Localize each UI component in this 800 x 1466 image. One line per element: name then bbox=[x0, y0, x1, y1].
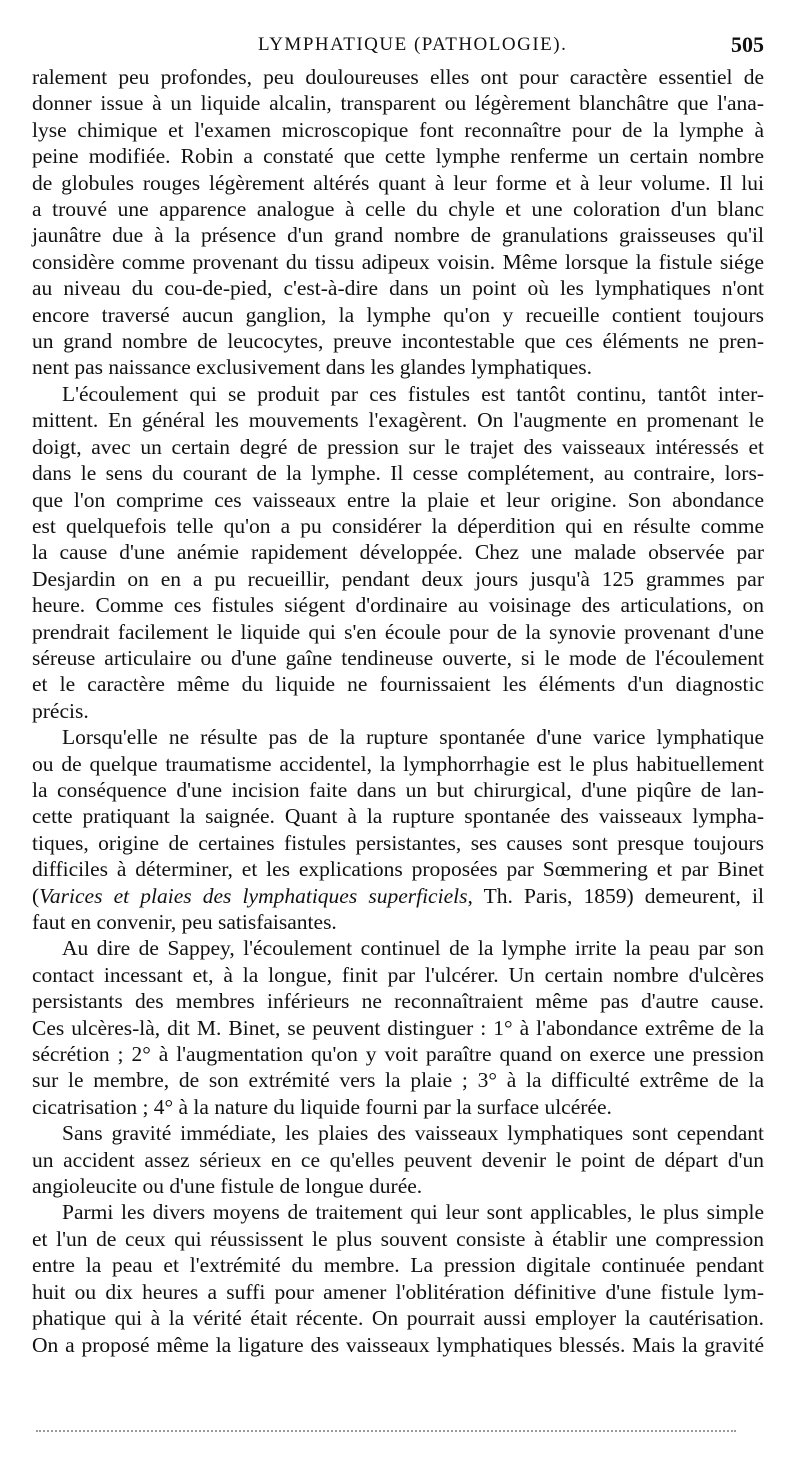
paragraph-ulceres bbox=[32, 935, 764, 1120]
text-line: ralement peu profondes, peu douloureuses elles ont pour caractère essentiel de bbox=[32, 65, 764, 89]
text-line: huit ou dix heures a suffi pour amener l'oblitération définitive d'une fistule lym- bbox=[32, 1279, 764, 1304]
text-line: heure. Comme ces fistules siégent d'ordinaire au voisinage des articulations, on bbox=[32, 593, 764, 618]
text-line: précis. bbox=[32, 698, 89, 723]
citation-line bbox=[32, 883, 764, 909]
cited-work-title: Varices et plaies des lymphatiques superficiels bbox=[39, 883, 468, 908]
text-line: L'écoulement qui se produit par ces fistules est tantôt continu, tantôt inter- bbox=[62, 381, 764, 406]
running-header bbox=[32, 30, 764, 60]
text-line: ou de quelque traumatisme accidentel, la lymphorrhagie est le plus habituellement bbox=[32, 751, 764, 776]
text-line: un grand nombre de leucocytes, preuve incontestable que ces éléments ne pren- bbox=[32, 329, 764, 354]
text-line: et l'un de ceux qui réussissent le plus souvent consiste à établir une compression bbox=[32, 1226, 764, 1251]
text-line: encore traversé aucun ganglion, la lymphe qu'on y recueille contient toujours bbox=[32, 302, 764, 327]
citation-open-paren: ( bbox=[32, 883, 40, 908]
text-line: a trouvé une apparence analogue à celle du chyle et une coloration d'un blanc bbox=[32, 197, 764, 222]
paragraph-traitement bbox=[32, 1199, 764, 1357]
text-line: Parmi les divers moyens de traitement qui leur sont applicables, le plus simple bbox=[62, 1200, 764, 1225]
text-line: au niveau du cou-de-pied, c'est-à-dire dans un point où les lymphatiques n'ont bbox=[32, 276, 764, 301]
text-line: cicatrisation ; 4° à la nature du liquide fourni par la surface ulcérée. bbox=[32, 1094, 612, 1119]
text-line: phatique qui à la vérité était récente. On pourrait aussi employer la cautérisation. bbox=[32, 1306, 764, 1331]
text-line: un accident assez sérieux en ce qu'elles peuvent devenir le point de départ d'un bbox=[32, 1147, 764, 1172]
text-line: lyse chimique et l'examen microscopique font reconnaître pour de la lymphe à bbox=[32, 117, 764, 142]
text-line: nent pas naissance exclusivement dans les glandes lymphatiques. bbox=[32, 355, 593, 380]
text-line: sécrétion ; 2° à l'augmentation qu'on y voit paraître quand on exerce une pression bbox=[32, 1042, 764, 1067]
text-line: et le caractère même du liquide ne fournissaient les éléments d'un diagnostic bbox=[32, 672, 764, 697]
text-line: entre la peau et l'extrémité du membre. La pression digitale continuée pendant bbox=[32, 1253, 764, 1278]
text-line: dans le sens du courant de la lymphe. Il cesse complétement, au contraire, lors- bbox=[32, 461, 764, 486]
text-line: la cause d'une anémie rapidement développée. Chez une malade observée par bbox=[32, 540, 764, 565]
paragraph-fistula-lymph bbox=[32, 64, 764, 381]
text-line: cette pratiquant la saignée. Quant à la rupture spontanée des vaisseaux lympha- bbox=[32, 804, 764, 829]
text-line: de globules rouges légèrement altérés quant à leur forme et à leur volume. Il lui bbox=[32, 170, 764, 195]
citation-rest: , Th. Paris, 1859) demeurent, il bbox=[467, 883, 764, 908]
text-line: séreuse articulaire ou d'une gaîne tendineuse ouverte, si le mode de l'écoulement bbox=[32, 645, 764, 670]
text-line: mittent. En général les mouvements l'exagèrent. On l'augmente en promenant le bbox=[32, 408, 764, 433]
text-line: contact incessant et, à la longue, finit par l'ulcérer. Un certain nombre d'ulcères bbox=[32, 962, 764, 987]
text-line: Ces ulcères-là, dit M. Binet, se peuvent distinguer : 1° à l'abondance extrême de la bbox=[32, 1015, 764, 1040]
paragraph-lymphorrhagie bbox=[32, 724, 764, 935]
page-number: 505 bbox=[731, 32, 764, 57]
text-line: est quelquefois telle qu'on a pu considérer la déperdition qui en résulte comme bbox=[32, 513, 764, 538]
text-line: angioleucite ou d'une fistule de longue durée. bbox=[32, 1174, 423, 1199]
text-line: Au dire de Sappey, l'écoulement continuel de la lymphe irrite la peau par son bbox=[62, 936, 764, 961]
text-line: Desjardin on en a pu recueillir, pendant deux jours jusqu'à 125 grammes par bbox=[32, 566, 764, 591]
text-line: On a proposé même la ligature des vaisseaux lymphatiques blessés. Mais la gravité bbox=[32, 1332, 764, 1357]
text-line: considère comme provenant du tissu adipeux voisin. Même lorsque la fistule siége bbox=[32, 249, 764, 274]
text-line: doigt, avec un certain degré de pression sur le trajet des vaisseaux intéressés et bbox=[32, 434, 764, 459]
footer-dotted-rule bbox=[36, 1430, 736, 1432]
text-line: faut en convenir, peu satisfaisantes. bbox=[32, 910, 337, 934]
text-line: que l'on comprime ces vaisseaux entre la plaie et leur origine. Son abondance bbox=[32, 487, 764, 512]
text-line: la conséquence d'une incision faite dans un but chirurgical, d'une piqûre de lan- bbox=[32, 777, 764, 802]
text-line: peine modifiée. Robin a constaté que cette lymphe renferme un certain nombre bbox=[32, 144, 764, 169]
text-line: difficiles à déterminer, et les explications proposées par Sœmmering et par Binet bbox=[32, 857, 764, 882]
paragraph-gravite bbox=[32, 1120, 764, 1199]
text-line: tiques, origine de certaines fistules persistantes, ses causes sont presque toujours bbox=[32, 830, 764, 855]
text-line: sur le membre, de son extrémité vers la plaie ; 3° à la difficulté extrême de la bbox=[32, 1068, 764, 1093]
text-line: persistants des membres inférieurs ne reconnaîtraient même pas d'autre cause. bbox=[32, 989, 764, 1014]
text-line: jaunâtre due à la présence d'un grand nombre de granulations graisseuses qu'il bbox=[32, 223, 764, 248]
paragraph-ecoulement bbox=[32, 381, 764, 724]
text-line: Lorsqu'elle ne résulte pas de la rupture spontanée d'une varice lymphatique bbox=[62, 725, 764, 750]
text-line: Sans gravité immédiate, les plaies des vaisseaux lymphatiques sont cependant bbox=[62, 1121, 764, 1146]
text-line: prendrait facilement le liquide qui s'en écoule pour de la synovie provenant d'une bbox=[32, 619, 764, 644]
text-line: donner issue à un liquide alcalin, transparent ou légèrement blanchâtre que l'ana- bbox=[32, 91, 764, 116]
body-text bbox=[32, 64, 764, 1358]
running-title: LYMPHATIQUE (PATHOLOGIE). bbox=[258, 34, 568, 55]
